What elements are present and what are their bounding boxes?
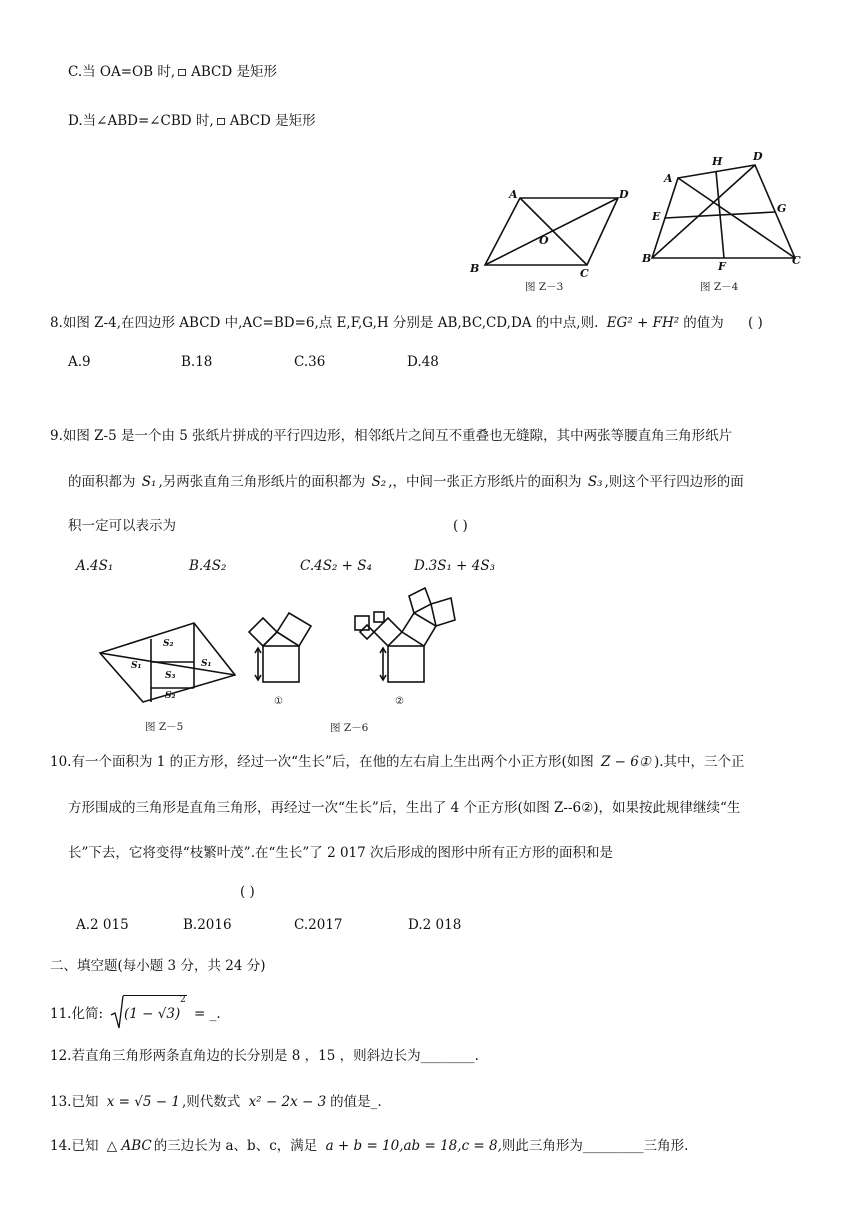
z5-label-s3: S₃	[165, 671, 176, 681]
q10-option-b: B.2016	[183, 917, 232, 933]
z6-caption: 图 Z－6	[330, 722, 369, 734]
z4-label-e: E	[652, 210, 661, 223]
q9-line-1: 9.如图 Z-5 是一个由 5 张纸片拼成的平行四边形，相邻纸片之间互不重叠也无缝隙，其中两张等腰直角三角形纸片	[50, 428, 733, 444]
option-d-text: D.当∠ABD=∠CBD 时,	[68, 113, 214, 129]
q10-option-d: D.2 018	[408, 917, 462, 933]
q14-text-a: 14.已知	[50, 1138, 99, 1154]
sqrt-vinculum	[123, 995, 187, 996]
figure-z3	[465, 180, 635, 295]
z3-label-o: O	[539, 234, 549, 247]
figure-z6-2	[345, 582, 465, 710]
q14-text-c: 则此三角形为_________三角形.	[501, 1138, 689, 1154]
figure-z6-1	[245, 600, 335, 710]
option-c-line	[68, 62, 277, 82]
q8-option-c: C.36	[294, 354, 326, 370]
q9-s3: S₃	[587, 474, 603, 490]
q9-answer-paren: ( )	[453, 518, 468, 534]
q13-text-a: 13.已知	[50, 1094, 99, 1110]
z3-label-b: B	[470, 262, 480, 275]
q10-figure-ref: Z − 6①	[601, 754, 651, 770]
z5-label-s1-right: S₁	[201, 659, 212, 669]
q10-answer-paren: ( )	[240, 884, 255, 900]
q9-option-b: B.4S₂	[189, 558, 227, 574]
question-8	[50, 313, 763, 333]
z5-label-s2-top: S₂	[163, 639, 174, 649]
z6-sub-label-2: ②	[395, 696, 404, 707]
q9-text-e: ,，中间一张正方形纸片的面积为	[388, 474, 582, 490]
figure-z5	[95, 618, 245, 738]
option-c-text: C.当 OA=OB 时,	[68, 64, 176, 80]
q13-text-c: 的值是_.	[330, 1094, 382, 1110]
z4-label-d: D	[753, 150, 763, 163]
q13-text-b: ,则代数式	[181, 1094, 241, 1110]
option-d-rest: ABCD 是矩形	[229, 113, 316, 129]
z5-label-s1-left: S₁	[131, 661, 142, 671]
z4-label-g: G	[777, 202, 787, 215]
q11-label: 11.化简:	[50, 1006, 104, 1022]
q9-option-a: A.4S₁	[76, 558, 114, 574]
z4-caption: 图 Z－4	[700, 281, 739, 293]
q10-option-a: A.2 015	[76, 917, 129, 933]
parallelogram-icon	[217, 118, 225, 125]
z5-caption: 图 Z－5	[145, 721, 184, 733]
q9-option-d: D.3S₁ + 4S₃	[414, 558, 496, 574]
parallelogram-icon	[178, 69, 186, 76]
q9-text-g: ,则这个平行四边形的面	[604, 474, 744, 490]
q11-tail: = _.	[194, 1006, 221, 1022]
q10-line-2: 方形围成的三角形是直角三角形，再经过一次“生长”后，生出了 4 个正方形(如图 Z--6②)，如果按此规律继续“生	[68, 800, 741, 816]
q11-exponent: 2	[180, 995, 186, 1005]
question-12: 12.若直角三角形两条直角边的长分别是 8 ，15 ，则斜边长为________.	[50, 1048, 479, 1064]
q10-line-1	[50, 752, 745, 772]
z3-label-a: A	[509, 188, 518, 201]
option-d-line	[68, 111, 316, 131]
z3-label-c: C	[580, 267, 589, 280]
z4-label-a: A	[664, 172, 673, 185]
q9-text-a: 的面积都为	[68, 474, 136, 490]
z4-label-c: C	[792, 254, 801, 267]
q8-answer-paren: ( )	[748, 315, 763, 331]
q13-expression: x² − 2x − 3	[248, 1094, 327, 1110]
z3-label-d: D	[619, 188, 629, 201]
q11-expression: (1 − √3)	[124, 1006, 181, 1022]
q14-triangle: △ ABC	[106, 1138, 152, 1154]
q8-text: 8.如图 Z-4,在四边形 ABCD 中,AC=BD=6,点 E,F,G,H 分别是 AB,BC,CD,DA 的中点,则.	[50, 315, 599, 331]
question-13	[50, 1092, 382, 1112]
question-14	[50, 1136, 688, 1156]
q10-text-c: ).其中，三个正	[653, 754, 745, 770]
q9-line-2	[68, 472, 744, 492]
z4-label-b: B	[642, 252, 652, 265]
q13-x-value: x = √5 − 1	[106, 1094, 180, 1110]
q9-s1: S₁	[141, 474, 157, 490]
q14-condition: a + b = 10,ab = 18,c = 8,	[325, 1138, 502, 1154]
q8-option-d: D.48	[407, 354, 439, 370]
figure-z4	[640, 150, 810, 295]
q9-text-c: ,另两张直角三角形纸片的面积都为	[158, 474, 366, 490]
q8-option-b: B.18	[181, 354, 213, 370]
z6-sub-label-1: ①	[274, 696, 283, 707]
q10-line-3: 长”下去，它将变得“枝繁叶茂”.在“生长”了 2 017 次后形成的图形中所有正方形的面积和是	[68, 845, 614, 861]
sqrt-sign-icon	[110, 995, 124, 1031]
q8-option-a: A.9	[68, 354, 91, 370]
q8-tail: 的值为	[683, 315, 724, 331]
z4-label-f: F	[718, 260, 726, 273]
q9-option-c: C.4S₂ + S₄	[300, 558, 372, 574]
q10-text-a: 10.有一个面积为 1 的正方形，经过一次“生长”后，在他的左右肩上生出两个小正方形(如图	[50, 754, 594, 770]
q14-text-b: 的三边长为 a、b、c，满足	[153, 1138, 318, 1154]
z5-label-s2-bottom: S₂	[165, 691, 176, 701]
q9-s2: S₂	[371, 474, 387, 490]
section-2-heading: 二、填空题(每小题 3 分，共 24 分)	[50, 958, 266, 974]
q10-option-c: C.2017	[294, 917, 343, 933]
option-c-rest: ABCD 是矩形	[191, 64, 278, 80]
z3-caption: 图 Z－3	[525, 281, 564, 293]
q9-line-3: 积一定可以表示为	[68, 518, 176, 534]
q8-formula: EG² + FH²	[606, 315, 680, 331]
z4-label-h: H	[712, 155, 723, 168]
